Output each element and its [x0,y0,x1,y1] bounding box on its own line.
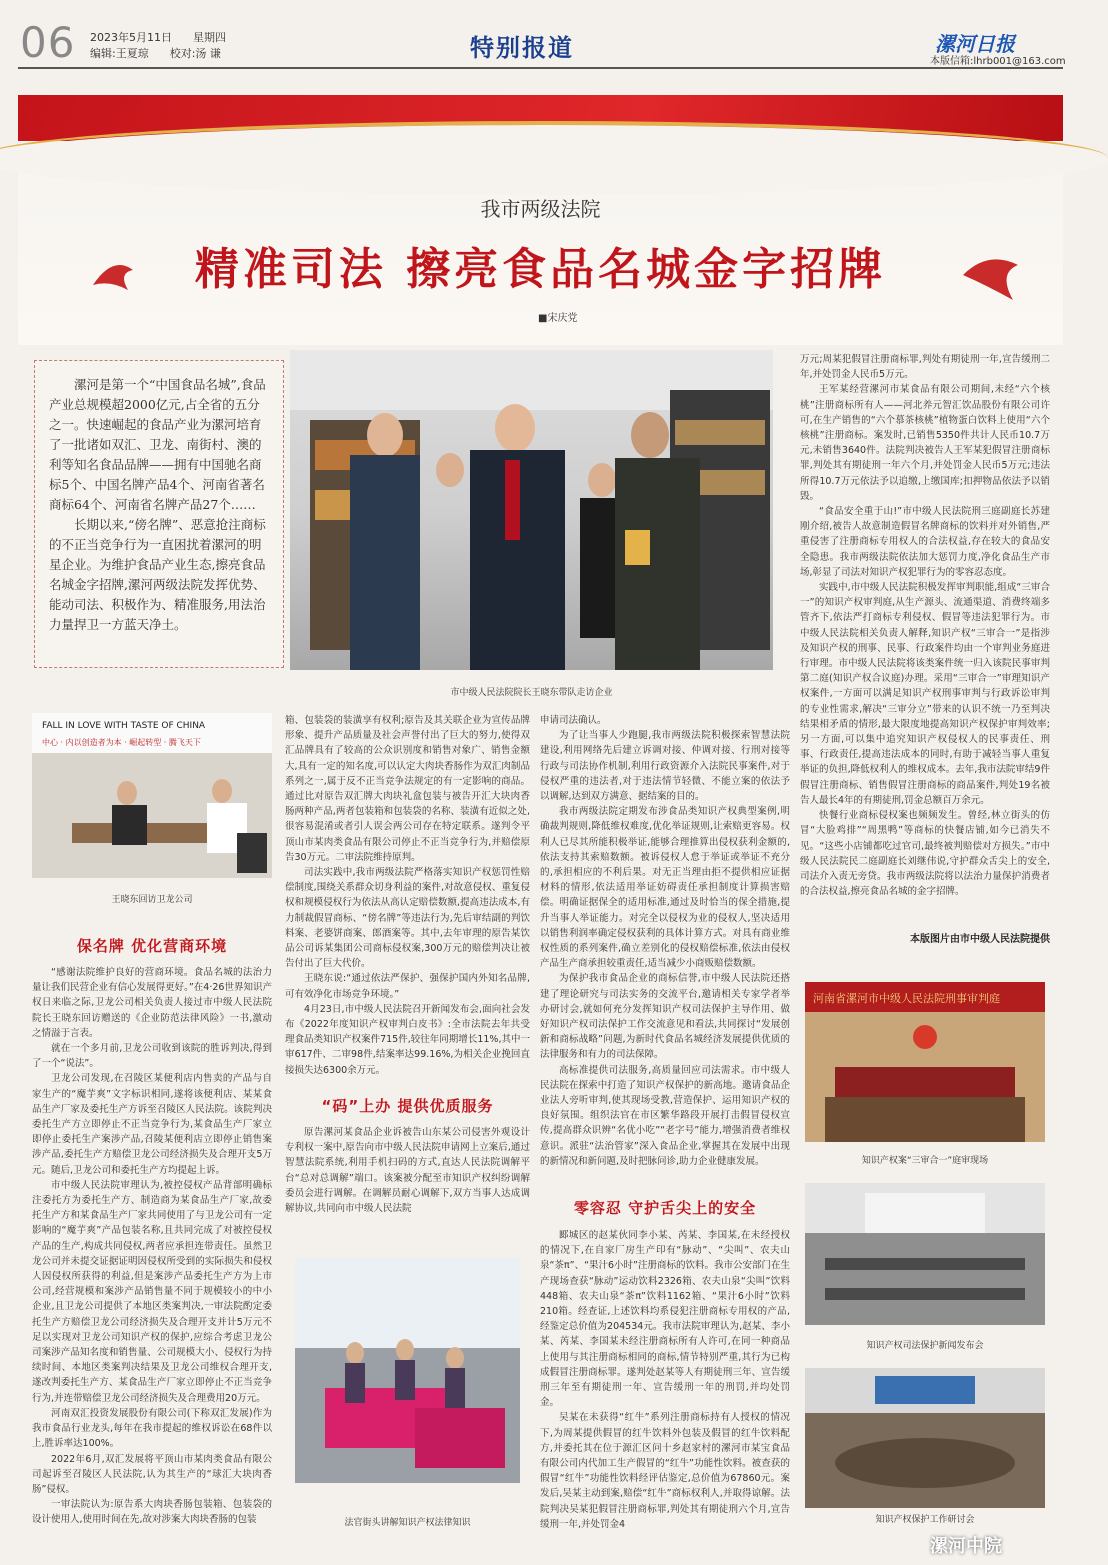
proofreader: 校对:汤 谦 [169,47,221,60]
seminar-photo [805,1368,1045,1508]
article-column-3b [540,1228,790,1528]
sign-text: FALL IN LOVE WITH TASTE OF CHINA [42,721,206,731]
intro-paragraph: 长期以来,“傍名牌”、恶意抢注商标的不正当竞争行为一直困扰着漯河的明星企业。为维护食品产业生态,擦亮食品名城金字招牌,漯河两级法院发挥优势、能动司法、积极作为、精准服务,用法治力量捍卫一方蓝天净土。 [49,517,266,632]
section-heading: 零容忍 守护舌尖上的安全 [573,1199,757,1217]
photo-illustration [805,1368,1045,1508]
section-heading: “码”上办 提供优质服务 [321,1097,494,1115]
photo-illustration [805,982,1045,1142]
press-photo [805,1183,1045,1325]
main-photo [290,350,773,670]
photo-illustration [32,713,272,878]
article-column-4 [800,352,1050,922]
issue-weekday: 星期四 [192,31,226,44]
paragraph: 箱、包装袋的装潢享有权利;原告及其关联企业为宣传品牌形象、提升产品质量及社会声誉付出了巨大的努力,使得双汇品牌具有了较高的公众识别度和销售对象广、销售金额大,具有一定的知名度,可以认定大肉块香肠作为双汇肉制品系列之一,属于反不正当竞争法规定的有一定影响的商品。通过比对原告双汇牌大肉块礼盒包装与被告开汇大块肉香肠两种产品,两者包装箱和包装袋的名称、装潢有近似之处,很容易混淆或者引人误会两公司存在特定联系。遂判令平顶山市某肉类食品有限公司停止不正当竞争行为,并赔偿原告30万元。二审法院维持原判。 [285,715,530,863]
section-title: 特别报道 [470,33,574,62]
page-number: 06 [20,18,76,67]
editor: 编辑:王夏琼 [90,47,149,60]
newspaper-logo: 漯河日报 [935,32,1015,56]
paragraph: “食品安全重于山!”市中级人民法院刑三庭副庭长苏建刚介绍,被告人故意制造假冒名牌商标的饮料并对外销售,严重侵害了注册商标专用权人的合法权益,存在较大的食品安全隐患。我市两级法院依法加大惩罚力度,净化食品生产市场,彰显了司法对知识产权犯罪行为的零容忍态度。 [800,506,1050,578]
photo-illustration [290,350,773,670]
paragraph: 2022年6月,双汇发展将平顶山市某肉类食品有限公司起诉至召陵区人民法院,认为其生产的“球汇大块肉香肠”侵权。 [32,1453,272,1495]
headline: 精准司法 擦亮食品名城金字招牌 [194,244,887,295]
paragraph: 一审法院认为:原告系大肉块香肠包装箱、包装袋的设计使用人,使用时间在先,故对涉案大肉块香肠的包装 [32,1499,272,1526]
photo-credit: 本版图片由市中级人民法院提供 [910,934,1050,945]
paragraph: “感谢法院维护良好的营商环境。食品名城的法治力量让我们民营企业有信心发展得更好。”在4·26世界知识产权日来临之际,卫龙公司相关负责人接过市中级人民法院院长王晓东回访赠送的《企业防范法律风险》一书,激动之情溢于言表。 [32,967,272,1039]
sign-text: 河南省漯河市中级人民法院刑事审判庭 [813,992,1000,1005]
paragraph: 司法实践中,我市两级法院严格落实知识产权惩罚性赔偿制度,围绕关系群众切身利益的案件,对故意侵权、重复侵权和规模侵权行为依法从高认定赔偿数额,提高违法成本,有力制裁假冒商标、“傍名牌”等违法行为,先后审结副的判饮料案、老婆饼商案、郎酒案等。其中,去年审理的原告某饮品公司诉某集团公司商标侵权案,300万元的赔偿判决让被告付出了巨大代价。 [285,867,530,970]
street-photo [295,1258,520,1483]
issue-date: 2023年5月11日 [90,31,172,44]
sign-text: 中心 · 内以创造者为本 · 崛起转型 · 腾飞天下 [42,738,201,747]
ribbon-wave [0,125,1108,195]
header-meta [90,30,226,62]
watermark: 漯河中院 [930,1536,1002,1557]
paragraph: 原告漯河某食品企业诉被告山东某公司侵害外观设计专利权一案中,原告向市中级人民法院申请网上立案后,通过智慧法院系统,利用手机扫码的方式,直达人民法院调解平台“总对总调解”端口。该案被分配至市知识产权纠纷调解委员会进行调解。在调解员耐心调解下,双方当事人达成调解协议,共同向市中级人民法院 [285,1127,530,1215]
header-rule [18,67,1063,69]
subheadline: 我市两级法院 [480,197,601,221]
seminar-photo-caption: 知识产权保护工作研讨会 [875,1515,975,1525]
paragraph: 高标准提供司法服务,高质量回应司法需求。市中级人民法院在探索中打造了知识产权保护的新高地。邀请食品企业法人旁听审判,使其现场受教,营造保护、运用知识产权的良好氛围。组织法官在市区繁华路段开展打击假冒侵权宣传,提高群众识辨“名优小吃”“老字号”能力,增强消费者维权意识。派驻“法治管家”深入食品企业,掌握其在发展中出现的新情况和新问题,及时把脉问诊,助力企业健康发展。 [540,1064,790,1167]
paragraph: 吴某在未获得“红牛”系列注册商标持有人授权的情况下,为周某提供假冒的红牛饮料外包装及假冒的红牛饮料配方,并委托其在位于源汇区问十乡赵家村的漯河市某宝食品有限公司内代加工生产假冒的“红牛”功能性饮料。被查获的假冒“红牛”功能性饮料经评估鉴定,总价值为67860元。案发后,吴某主动到案,赔偿“红牛”商标权利人,并取得谅解。法院判决吴某犯假冒注册商标罪,判处其有期徒刑六个月,宣告缓刑一年,并处罚金4 [540,1412,790,1530]
paragraph: 市中级人民法院审理认为,被控侵权产品背部明确标注委托方为委托生产方、制造商为某食品生产厂家,故委托生产方和某食品生产厂家共同使用了与卫龙公司有一定影响的“魔芋爽”产品包装名称,且共同完成了对被控侵权产品的生产,构成共同侵权,两者应承担连带责任。虽然卫龙公司并未提交证据证明因侵权所受到的实际损失和侵权人因侵权所获得的利益,但是案涉产品委托生产方为上市公司,经营规模和案涉产品销售量不同于规模较小的中小企业,且卫龙公司提供了本地区类案判决,一审法院酌定委托生产方赔偿卫龙公司经济损失及合理开支并计5万元不足以实现对卫龙公司知识产权的保护,应综合考虑卫龙公司案涉产品知名度和销售量、公司规模大小、侵权行为持续时间、本地区类案判决结果及卫龙公司维权合理开支,遂改判委托生产方、某食品生产厂家立即停止不正当竞争行为,并连带赔偿卫龙公司经济损失及合理费用20万元。 [32,1179,272,1404]
paragraph: 卫龙公司发现,在召陵区某便利店内售卖的产品与自家生产的“魔芋爽”文字标识相同,遂将该便利店、某某食品生产厂家及委托生产方诉至召陵区人民法院。该院判决委托生产方立即停止不正当竞争行为,某食品生产厂家立即停止委托生产案涉产品,召陵某便利店立即停止销售案涉产品,委托生产方赔偿卫龙公司经济损失及合理开支5万元。随后,卫龙公司和委托生产方均提起上诉。 [32,1073,272,1176]
article-column-1 [32,965,272,1526]
paragraph: 为保护我市食品企业的商标信誉,市中级人民法院还搭建了理论研究与司法实务的交流平台,邀请相关专家学者举办研讨会,就如何充分发挥知识产权司法保护主导作用、做好知识产权司法保护工作交流意见和看法,共同探讨“发展创新和商标战略”问题,为新时代食品名城经济发展提供优质的法律服务和有力的司法保障。 [540,973,790,1061]
article-column-2b [285,1125,530,1245]
visit-photo [32,713,272,878]
paragraph: 河南双汇投资发展股份有限公司(下称双汇发展)作为我市食品行业龙头,每年在我市提起的维权诉讼在68件以上,胜诉率达100%。 [32,1407,272,1450]
section-heading: 保名牌 优化营商环境 [76,937,228,955]
paragraph: 4月23日,市中级人民法院召开新闻发布会,面向社会发布《2022年度知识产权审判白皮书》:全市法院去年共受理食品类知识产权案件715件,较往年同期增长11%,其中一审617件、二审98件,结案率达99.16%,为相关企业挽回直接损失达6300余万元。 [285,1003,530,1076]
article-column-3 [540,713,790,1193]
paragraph: 万元;周某犯假冒注册商标罪,判处有期徒刑一年,宣告缓刑二年,并处罚金人民币5万元。 [800,354,1050,381]
paragraph: 郾城区的赵某伙同李小某、芮某、李国某,在未经授权的情况下,在自家厂房生产印有“脉动”、“尖叫”、农夫山泉“茶π”、“果汁6小时”注册商标的饮料。我市公安部门在生产现场查获“脉动”运动饮料2326箱、农夫山泉“尖叫”饮料448箱、农夫山泉“茶π”饮料1162箱、“果汁6小时”饮料210箱。经查证,上述饮料均系侵犯注册商标专用权的产品,经鉴定总价值为204534元。我市法院审理认为,赵某、李小某、芮某、李国某未经注册商标所有人许可,在同一种商品上使用与其注册商标相同的商标,情节特别严重,其行为已构成假冒注册商标罪。遂判处赵某等人有期徒刑三年、宣告缓刑三年至有期徒刑一年、宣告缓刑一年的刑罚,并均处罚金。 [540,1230,790,1409]
paragraph: 我市两级法院定期发布涉食品类知识产权典型案例,明确裁判规则,降低维权难度,优化举证规则,让索赔更容易。权利人已尽其所能积极举证,能够合理推算出侵权获利金额的,依法支持其索赔数额。被诉侵权人怠于举证或举证不充分的,承担相应的不利后果。对无正当理由拒不提供相应证据材料的情形,依法适用举证妨碍责任承担制度计算损害赔偿。明确证据保全的适用标准,通过及时恰当的保全措施,提升当事人举证能力。对完全以侵权为业的侵权人,坚决适用以销售利润率确定侵权获利的具体计算方式。对具有商业维权性质的系列案件,确立差别化的侵权赔偿标准,依法由侵权产品生产商承担较重责任,适当减少小商贩赔偿数额。 [540,806,790,970]
street-photo-caption: 法官街头讲解知识产权法律知识 [344,1518,471,1528]
paragraph: 就在一个多月前,卫龙公司收到该院的胜诉判决,得到了一个“说法”。 [32,1043,272,1070]
courtroom-photo [805,982,1045,1142]
visit-photo-caption: 王晓东回访卫龙公司 [111,895,193,905]
contact-email: 本版信箱:lhrb001@163.com [930,56,1066,67]
photo-illustration [295,1258,520,1483]
photo-illustration [805,1183,1045,1325]
paragraph: 快餐行业商标侵权案也频频发生。曾经,林立街头的仿冒“大脸鸡排”“周黑鸭”等商标的快餐店铺,如今已消失不见。“这些小店铺都吃过官司,最终被判赔偿对方损失。”市中级人民法院民二庭副庭长刘继伟说,守护群众舌尖上的安全,司法介入责无旁贷。我市两级法院将以法治力量保护消费者的合法权益,擦亮食品名城的金字招牌。 [800,810,1050,898]
press-photo-caption: 知识产权司法保护新闻发布会 [866,1341,984,1351]
paragraph: 王晓东说:“通过依法严保护、强保护国内外知名品牌,可有效净化市场竞争环境。” [285,973,530,1000]
paragraph: 为了让当事人少跑腿,我市两级法院积极探索智慧法院建设,利用网络先后建立诉调对接、仲调对接、行刑对接等行政与司法协作机制,利用行政资源介入法院民事案件,对于侵权严重的违法者,对于违法情节轻微、不能立案的依法予以调解,达到双方满意、据结案的目的。 [540,730,790,803]
main-photo-caption: 市中级人民法院院长王晓东带队走访企业 [450,688,613,698]
byline: ■宋庆党 [538,313,578,324]
intro-box [34,360,284,668]
paragraph: 王军某经营漯河市某食品有限公司期间,未经“六个核桃”注册商标所有人——河北养元智汇饮品股份有限公司许可,在生产销售的“六个慕茶核桃”植物蛋白饮料上使用“六个核桃”注册商标。案发时,已销售5350件共计人民币10.7万元,未销售3640件。法院判决被告人王军某犯假冒注册商标罪,判处其有期徒刑一年六个月,并处罚金人民币5万元;违法所得10.7万元依法予以追缴,上缴国库;扣押物品依法予以销毁。 [800,384,1050,502]
article-column-2 [285,713,530,1083]
title-banner [18,95,1063,345]
courtroom-photo-caption: 知识产权案“三审合一”庭审现场 [861,1156,989,1166]
intro-paragraph: 漯河是第一个“中国食品名城”,食品产业总规模超2000亿元,占全省的五分之一。快速崛起的食品产业为漯河培育了一批诸如双汇、卫龙、南街村、澳的利等知名食品品牌——拥有中国驰名商标5个、中国名牌产品4个、河南省著名商标64个、河南省名牌产品27个…… [49,377,266,512]
paragraph: 实践中,市中级人民法院积极发挥审判职能,组成“三审合一”的知识产权审判庭,从生产源头、流通渠道、消费终端多管齐下,依法严打商标专利侵权、假冒等违法犯罪行为。市中级人民法院相关负责人解释,知识产权“三审合一”是指涉及知识产权的刑事、民事、行政案件均由一个审判业务庭进行审理。市中级人民法院将该类案件统一归入该院民事审判第二庭(知识产权合议庭)办理。采用“三审合一”审理知识产权案件,一方面可以满足知识产权刑事审判与行政诉讼审判的专业性需求,解决“三审分立”带来的认识不统一乃至判决结果相矛盾的情形,最大限度地提高知识产权保护审判效率;另一方面,可以集中追究知识产权侵权人的民事责任、刑事、行政责任,提高违法成本的同时,有助于减轻当事人重复举证的负担,降低权利人的维权成本。去年,我市法院审结9件假冒注册商标、销售假冒注册商标的商品案件,判处19名被告人最长4年的有期徒刑,罚金总额百万余元。 [800,582,1050,806]
paragraph: 申请司法确认。 [540,715,607,726]
